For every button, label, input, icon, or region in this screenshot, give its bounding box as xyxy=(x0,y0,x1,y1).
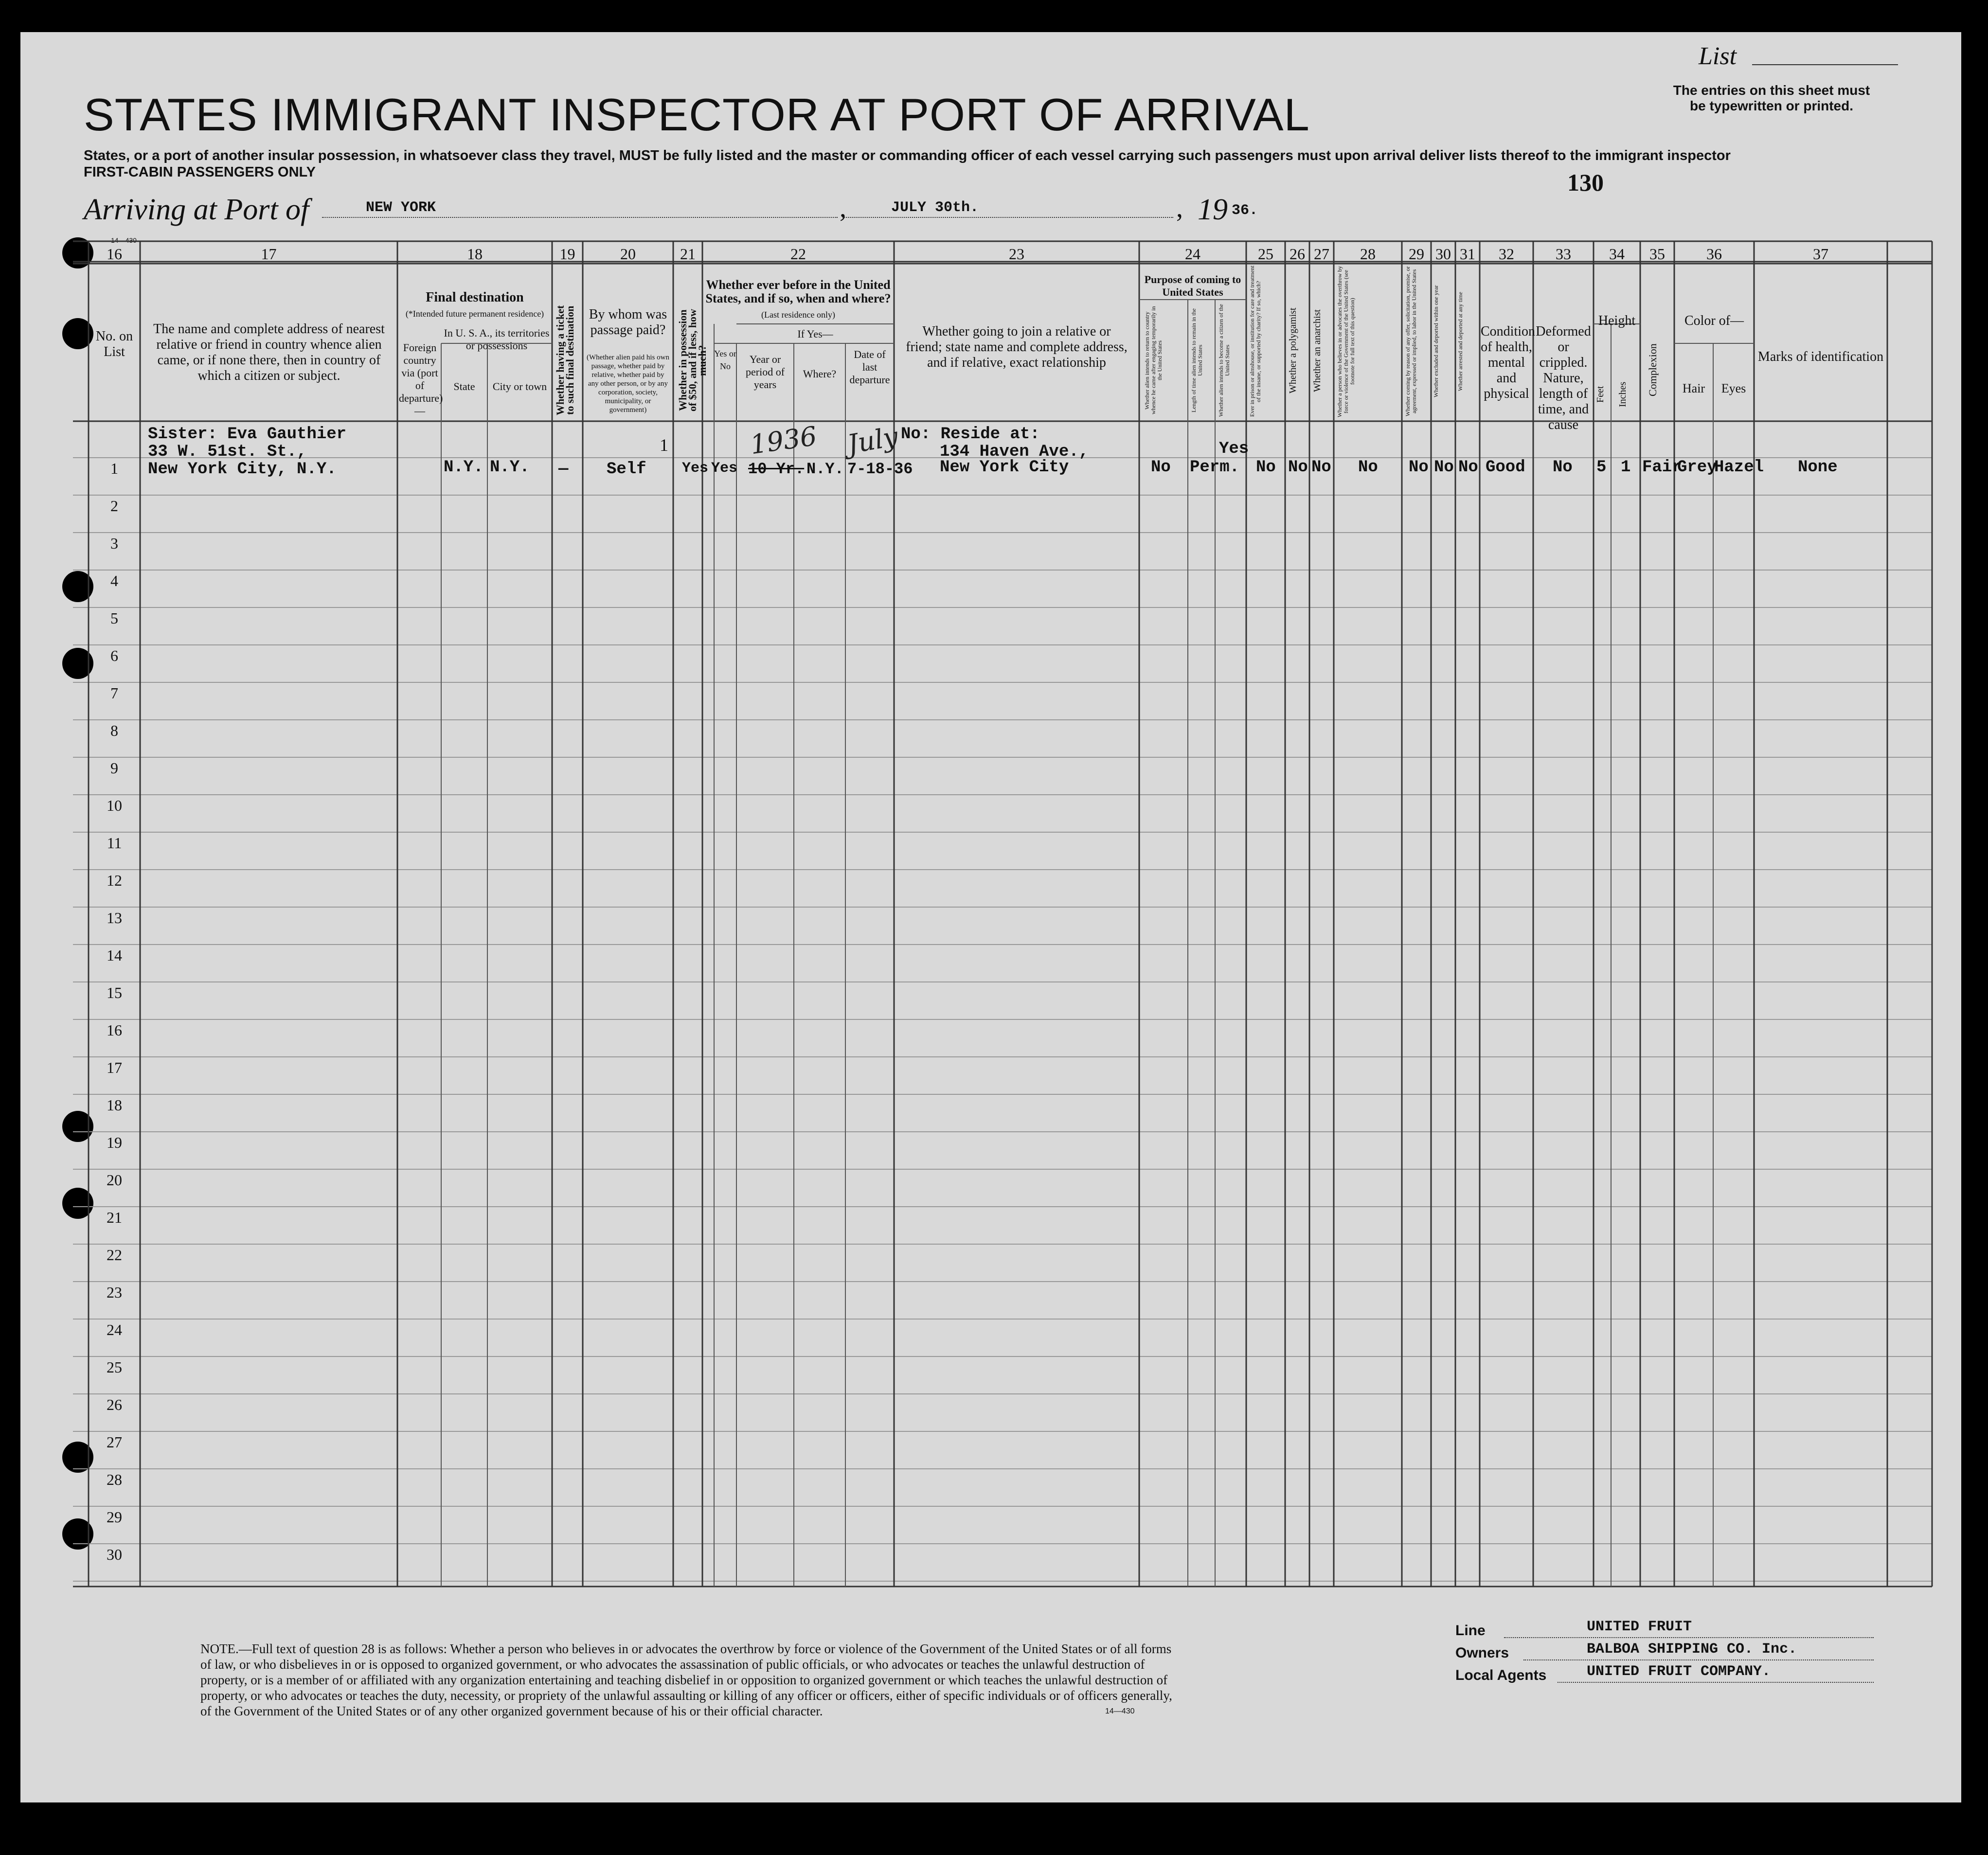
column-number: 27 xyxy=(1314,245,1329,263)
header-if-yes: If Yes— xyxy=(797,328,833,340)
owners-label: Owners xyxy=(1455,1645,1509,1661)
row-number: 8 xyxy=(110,722,118,739)
row-number: 6 xyxy=(110,647,118,664)
header-prison: Ever in prison or almshouse, or institution for care and treatment of the insane, or supported by charity? If so, which? xyxy=(1249,266,1262,417)
line-label: Line xyxy=(1455,1623,1486,1639)
header-excluded: Whether excluded and deported within one year xyxy=(1433,285,1439,398)
header-feet: Feet xyxy=(1595,386,1606,403)
row-number: 7 xyxy=(110,684,118,702)
arrested-value: No xyxy=(1458,458,1478,477)
header-overthrow: Whether a person who believes in or advocates the overthrow by force or violence of the Government of the United States (see footnote for full text of this question) xyxy=(1336,266,1356,417)
row-number: 19 xyxy=(107,1134,122,1151)
column-number: 19 xyxy=(559,245,575,263)
entries-note-line: be typewritten or printed. xyxy=(1689,98,1854,113)
column-number: 28 xyxy=(1360,245,1376,263)
relative-name: Sister: Eva Gauthier xyxy=(148,425,347,444)
header-ever-before: Whether ever before in the United States, and if so, when and where? xyxy=(705,278,891,305)
header-passage-paid: By whom was passage paid? xyxy=(589,307,667,338)
column-number: 37 xyxy=(1813,245,1828,263)
header-length-stay: Length of time alien intends to remain in the United States xyxy=(1190,308,1203,412)
return-value: No xyxy=(1151,458,1171,477)
year-suffix: 36. xyxy=(1232,202,1258,219)
year-prefix: 19 xyxy=(1198,193,1228,226)
header-citizen-intent: Whether alien intends to become a citizen of the United States xyxy=(1218,304,1231,417)
row-number: 3 xyxy=(110,535,118,552)
page-title: STATES IMMIGRANT INSPECTOR AT PORT OF ARRIVAL xyxy=(84,89,1310,140)
column-number: 34 xyxy=(1609,245,1625,263)
header-health: Condition of health, mental and physical xyxy=(1481,324,1536,401)
first-cabin-label: FIRST-CABIN PASSENGERS ONLY xyxy=(84,164,316,180)
header-foreign-country: Foreign country via (port of departure)— xyxy=(399,341,443,417)
marks-value: None xyxy=(1798,458,1838,477)
column-number: 33 xyxy=(1556,245,1571,263)
header-marks: Marks of identification xyxy=(1757,349,1884,364)
header-where: Where? xyxy=(803,368,837,380)
row-number: 27 xyxy=(107,1433,122,1451)
row-number: 30 xyxy=(107,1546,122,1563)
header-relative-address: The name and complete address of nearest relative or friend in country whence alien came, or if none there, then in country of which a citizen or subject. xyxy=(153,321,385,383)
handwritten-year: 1936 xyxy=(748,420,819,461)
row-number: 20 xyxy=(107,1171,122,1189)
row-number: 14 xyxy=(107,946,122,964)
entries-note-line: The entries on this sheet must xyxy=(1673,83,1870,98)
overthrow-value: No xyxy=(1358,458,1378,477)
row-number: 18 xyxy=(107,1096,122,1114)
owners-underline xyxy=(1523,1659,1874,1660)
header-ever-before-note: (Last residence only) xyxy=(761,310,835,320)
form-code: 14—430 xyxy=(111,236,137,244)
column-number: 35 xyxy=(1649,245,1665,263)
header-join-relative: Whether going to join a relative or friend; state name and complete address, and if relative, exact relationship xyxy=(906,324,1128,370)
citizen-value: Yes xyxy=(1219,440,1249,458)
period-value: 10 Yr. xyxy=(748,460,805,478)
relative-street: 33 W. 51st. St., xyxy=(148,443,307,461)
comma: , xyxy=(840,193,846,223)
agents-value: UNITED FRUIT COMPANY. xyxy=(1587,1663,1771,1680)
line-value: UNITED FRUIT xyxy=(1587,1619,1692,1635)
header-no-on-list: No. on List xyxy=(95,329,133,359)
row-number: 24 xyxy=(107,1321,122,1338)
join-line-1: No: Reside at: xyxy=(901,425,1040,444)
owners-value: BALBOA SHIPPING CO. Inc. xyxy=(1587,1641,1797,1658)
header-passage-note: (Whether alien paid his own passage, whether paid by relative, whether paid by any other person, or by any corporation, society, municipality, or government) xyxy=(587,354,669,414)
row-number: 4 xyxy=(110,572,118,589)
table-grid xyxy=(20,32,1961,1802)
agents-underline xyxy=(1558,1682,1874,1683)
column-number: 32 xyxy=(1499,245,1514,263)
destination-state: N.Y. xyxy=(444,458,484,477)
row-number: 17 xyxy=(107,1059,122,1076)
relative-city: New York City, N.Y. xyxy=(148,460,337,479)
polygamist-value: No xyxy=(1288,458,1308,477)
column-number: 20 xyxy=(620,245,636,263)
row-number: 29 xyxy=(107,1508,122,1526)
header-date-departure: Date of last departure xyxy=(849,348,890,386)
header-height: Height xyxy=(1598,313,1636,328)
row-number: 11 xyxy=(107,834,122,852)
header-color-of: Color of— xyxy=(1684,313,1744,328)
line-underline xyxy=(1504,1637,1874,1638)
feet-value: 5 xyxy=(1596,458,1607,477)
column-number: 23 xyxy=(1009,245,1024,263)
hair-value: Grey xyxy=(1677,458,1717,477)
row-number: 21 xyxy=(107,1209,122,1226)
join-line-3: New York City xyxy=(940,458,1069,477)
passage-paid-value: Self xyxy=(607,460,646,479)
header-in-usa: In U. S. A., its territories or possessions xyxy=(444,327,550,352)
row-number: 25 xyxy=(107,1358,122,1376)
row-number: 9 xyxy=(110,759,118,777)
header-purpose: Purpose of coming to United States xyxy=(1144,273,1241,298)
header-city: City or town xyxy=(492,380,547,392)
header-eyes: Eyes xyxy=(1721,381,1746,395)
header-anarchist: Whether an anarchist xyxy=(1312,309,1323,392)
list-label: List xyxy=(1699,42,1737,70)
date-value: JULY 30th. xyxy=(891,199,979,216)
row-number: 2 xyxy=(110,497,118,515)
row-number: 12 xyxy=(107,872,122,889)
footer-form-code: 14—430 xyxy=(1105,1707,1135,1715)
anarchist-value: No xyxy=(1311,458,1331,477)
header-deformed: Deformed or crippled. Nature, length of time, and cause xyxy=(1536,324,1591,432)
column-number: 18 xyxy=(467,245,483,263)
possession-50-value: Yes xyxy=(682,460,709,477)
column-number: 30 xyxy=(1435,245,1451,263)
handwritten-month: July xyxy=(845,421,900,460)
column-number: 22 xyxy=(790,245,806,263)
header-labor-offer: Whether coming by reason of any offer, solicitation, promise, or agreement, expressed or implied, to labor in the United States xyxy=(1404,266,1417,417)
header-year: Year or period of years xyxy=(745,353,785,391)
header-ticket: Whether having a ticket to such final destination xyxy=(554,305,576,416)
port-value: NEW YORK xyxy=(366,199,436,216)
eyes-value: Hazel xyxy=(1714,458,1764,477)
row-number: 13 xyxy=(107,909,122,927)
row-number: 16 xyxy=(107,1021,122,1039)
health-value: Good xyxy=(1486,458,1525,477)
header-final-destination: Final destination xyxy=(426,290,524,305)
header-possession-50: Whether in possession of $50, and if less, how much? xyxy=(677,309,708,412)
length-value: Perm. xyxy=(1190,458,1240,477)
header-final-destination-note: (*Intended future permanent residence) xyxy=(405,309,544,319)
column-number: 21 xyxy=(680,245,696,263)
instruction-text: States, or a port of another insular possession, in whatsoever class they travel, MUST be fully listed and the master or commanding officer of each vessel carrying such passengers must upon arrival deliver lists thereof to the immigrant inspector xyxy=(84,148,1731,163)
row-number: 22 xyxy=(107,1246,122,1264)
row-number: 23 xyxy=(107,1284,122,1301)
destination-city: N.Y. xyxy=(490,458,530,477)
inches-value: 1 xyxy=(1621,458,1631,477)
row-number: 5 xyxy=(110,609,118,627)
footnote-question-28: NOTE.—Full text of question 28 is as follows: Whether a person who believes in or advocates the overthrow by force or violence of the Government of the United States or of all forms of law, or who disbelieves in or is opposed to organized government, or who advocates the assassination of public officials, or who advocates or teaches the unlawful destruction of property, or is a member of or affiliated with any organization entertaining and teaching disbelief in or opposition to organized government or which teaches the unlawful destruction of property, or who advocates or teaches the duty, necessity, or propriety of the unlawful assaulting or killing of any officer or officers, either of specific individuals or of officers generally, of the Government of the United States or of any other organized government because of his or their official character. xyxy=(200,1641,1172,1718)
row-number: 1 xyxy=(110,460,118,477)
where-value: N.Y. xyxy=(806,460,844,478)
column-number: 25 xyxy=(1258,245,1273,263)
row-number: 10 xyxy=(107,797,122,814)
header-hair: Hair xyxy=(1682,381,1705,395)
agents-label: Local Agents xyxy=(1455,1667,1547,1683)
manifest-sheet xyxy=(20,32,1961,1802)
header-arrested: Whether arrested and deported at any time xyxy=(1457,292,1464,391)
date-departure-value: 7-18-36 xyxy=(847,460,913,478)
column-number: 17 xyxy=(261,245,277,263)
handwritten-mark: 1 xyxy=(660,435,668,455)
column-number: 31 xyxy=(1460,245,1475,263)
header-complexion: Complexion xyxy=(1647,343,1659,397)
header-inches: Inches xyxy=(1617,381,1628,408)
row-number: 15 xyxy=(107,984,122,1001)
complexion-value: Fair xyxy=(1642,458,1682,477)
excluded-value: No xyxy=(1434,458,1454,477)
arriving-label: Arriving at Port of xyxy=(84,193,309,226)
column-number: 36 xyxy=(1706,245,1722,263)
ever-before-value: Yes xyxy=(711,460,738,477)
header-yes-no: Yes or No xyxy=(714,349,736,371)
column-number: 24 xyxy=(1185,245,1200,263)
labor-value: No xyxy=(1409,458,1429,477)
ticket-value: — xyxy=(558,460,569,479)
header-return-intent: Whether alien intends to return to country whence he came after engaging temporarily in the United States xyxy=(1144,306,1163,415)
join-line-2: 134 Haven Ave., xyxy=(940,443,1089,461)
sheet-number: 130 xyxy=(1567,169,1604,196)
column-number: 26 xyxy=(1290,245,1305,263)
column-number: 16 xyxy=(107,245,122,263)
header-state: State xyxy=(453,380,475,392)
row-number: 28 xyxy=(107,1471,122,1488)
deformed-value: No xyxy=(1553,458,1573,477)
header-polygamist: Whether a polygamist xyxy=(1288,307,1298,394)
prison-value: No xyxy=(1256,458,1276,477)
column-number: 29 xyxy=(1409,245,1424,263)
row-number: 26 xyxy=(107,1396,122,1413)
comma: , xyxy=(1176,193,1183,223)
